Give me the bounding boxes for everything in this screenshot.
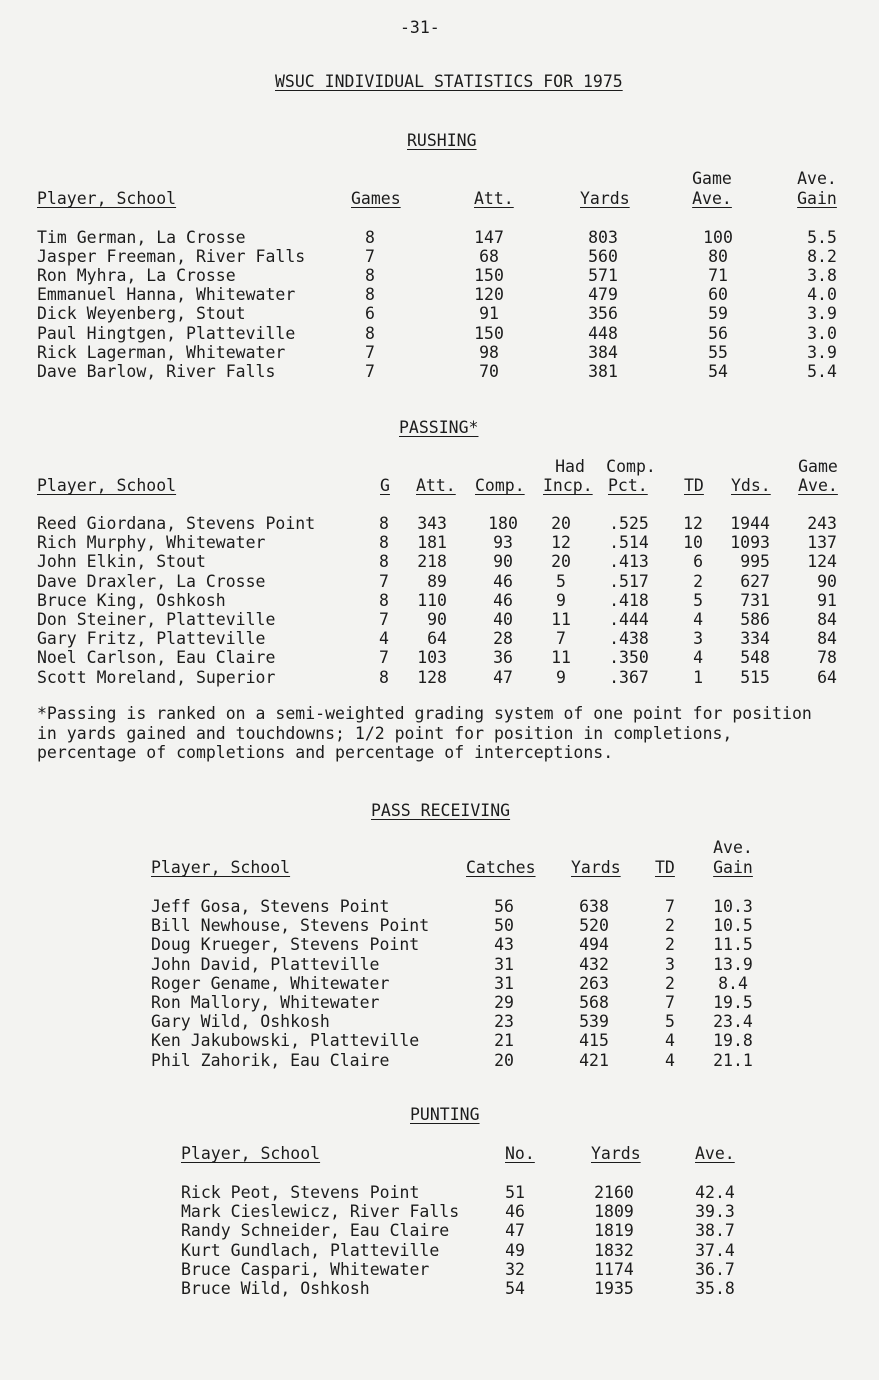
receiving-cell-catches: 31 [494,973,514,993]
receiving-cell-yards: 494 [579,935,609,955]
receiving-header-gain: Gain [713,858,753,877]
passing-cell-comp: 90 [493,552,513,572]
rushing-cell-att: 70 [479,361,499,381]
passing-cell-att: 181 [417,533,447,553]
passing-cell-pct: .418 [609,590,649,610]
passing-cell-player: Scott Moreland, Superior [37,667,276,687]
passing-cell-player: Noel Carlson, Eau Claire [37,648,276,668]
rushing-cell-yards: 381 [588,361,618,381]
punting-cell-ave: 38.7 [695,1221,735,1241]
passing-cell-td: 3 [693,629,703,649]
receiving-cell-gain: 19.5 [713,993,753,1012]
rushing-cell-player: Dave Barlow, River Falls [37,361,276,381]
receiving-header-td: TD [655,858,675,877]
receiving-cell-yards: 421 [579,1050,609,1070]
rushing-cell-games: 8 [365,285,375,305]
receiving-cell-td: 3 [665,954,675,974]
rushing-cell-ave_gain: 3.8 [807,266,837,286]
punting-header-yards: Yards [591,1144,641,1163]
receiving-cell-player: Phil Zahorik, Eau Claire [151,1050,390,1070]
receiving-heading: PASS RECEIVING [371,801,511,820]
receiving-cell-player: Bill Newhouse, Stevens Point [151,916,430,936]
rushing-cell-player: Paul Hingtgen, Platteville [37,323,296,343]
receiving-cell-gain: 8.4 [718,973,748,993]
rushing-header-ave-gain: Gain [797,189,837,208]
rushing-cell-games: 7 [365,361,375,381]
rushing-cell-player: Dick Weyenberg, Stout [37,304,246,324]
receiving-cell-catches: 50 [494,916,514,936]
rushing-cell-player: Rick Lagerman, Whitewater [37,342,286,362]
passing-cell-g: 7 [379,610,389,629]
rushing-cell-game_ave: 80 [708,247,728,267]
receiving-cell-td: 4 [665,1050,675,1070]
passing-header-att: Att. [416,476,456,495]
rushing-cell-player: Jasper Freeman, River Falls [37,247,306,267]
punting-cell-yards: 1809 [594,1202,634,1222]
rushing-cell-yards: 560 [588,247,618,267]
passing-cell-ave: 137 [807,533,837,553]
punting-cell-yards: 1174 [594,1259,634,1279]
rushing-cell-yards: 356 [588,304,618,324]
passing-cell-g: 7 [379,648,389,668]
rushing-cell-games: 7 [365,247,375,267]
passing-cell-g: 8 [379,533,389,553]
punting-cell-ave: 35.8 [695,1279,735,1298]
passing-cell-incp: 9 [556,667,566,687]
passing-cell-g: 8 [379,552,389,572]
passing-cell-pct: .350 [609,648,649,668]
receiving-cell-yards: 539 [579,1012,609,1032]
receiving-cell-player: Doug Krueger, Stevens Point [151,935,420,955]
passing-cell-incp: 20 [551,514,571,533]
rushing-header-ave-gain-top: Ave. [797,169,837,188]
punting-cell-player: Mark Cieslewicz, River Falls [181,1202,460,1222]
punting-cell-no: 46 [505,1202,525,1222]
rushing-cell-ave_gain: 5.5 [807,228,837,247]
passing-header-g: G [380,476,390,495]
receiving-cell-player: Gary Wild, Oshkosh [151,1012,330,1032]
receiving-cell-gain: 21.1 [713,1050,753,1070]
punting-cell-player: Kurt Gundlach, Platteville [181,1240,440,1260]
passing-cell-yds: 627 [740,571,770,591]
passing-header-game-ave: Ave. [798,476,838,495]
punting-header-player: Player, School [181,1144,321,1163]
passing-cell-yds: 515 [740,667,770,687]
passing-header-player: Player, School [37,476,177,495]
passing-cell-comp: 28 [493,629,513,649]
passing-header-pct-top: Comp. [606,457,656,476]
rushing-cell-games: 8 [365,266,375,286]
receiving-cell-player: John David, Platteville [151,954,380,974]
passing-cell-att: 89 [427,571,447,591]
passing-cell-player: Dave Draxler, La Crosse [37,571,266,591]
rushing-cell-player: Emmanuel Hanna, Whitewater [37,285,296,305]
punting-cell-no: 51 [505,1183,525,1202]
passing-cell-td: 12 [683,514,703,533]
page-number: -31- [400,18,440,37]
receiving-cell-td: 2 [665,973,675,993]
punting-cell-no: 54 [505,1279,525,1298]
rushing-cell-yards: 448 [588,323,618,343]
punting-cell-ave: 36.7 [695,1259,735,1279]
punting-header-no: No. [505,1144,535,1163]
passing-cell-yds: 1944 [730,514,770,533]
passing-cell-g: 4 [379,629,389,649]
rushing-heading: RUSHING [407,131,477,150]
passing-cell-player: Bruce King, Oshkosh [37,590,226,610]
receiving-cell-yards: 520 [579,916,609,936]
punting-cell-ave: 42.4 [695,1183,735,1202]
passing-cell-pct: .517 [609,571,649,591]
rushing-cell-game_ave: 55 [708,342,728,362]
rushing-cell-att: 147 [474,228,504,247]
receiving-header-player: Player, School [151,858,291,877]
rushing-cell-ave_gain: 8.2 [807,247,837,267]
receiving-cell-gain: 10.5 [713,916,753,936]
passing-cell-comp: 36 [493,648,513,668]
punting-header-ave: Ave. [695,1144,735,1163]
rushing-cell-ave_gain: 3.9 [807,304,837,324]
passing-cell-td: 5 [693,590,703,610]
receiving-header-catches: Catches [466,858,536,877]
passing-cell-player: Rich Murphy, Whitewater [37,533,266,553]
receiving-cell-td: 7 [665,897,675,916]
rushing-header-game-ave-top: Game [692,169,732,188]
rushing-cell-game_ave: 59 [708,304,728,324]
rushing-cell-ave_gain: 5.4 [807,361,837,381]
passing-cell-yds: 334 [740,629,770,649]
rushing-header-yards: Yards [580,189,630,208]
receiving-cell-catches: 20 [494,1050,514,1070]
passing-cell-comp: 47 [493,667,513,687]
rushing-cell-ave_gain: 4.0 [807,285,837,305]
rushing-cell-ave_gain: 3.9 [807,342,837,362]
passing-cell-incp: 20 [551,552,571,572]
passing-cell-ave: 90 [817,571,837,591]
passing-cell-td: 4 [693,648,703,668]
rushing-cell-att: 150 [474,323,504,343]
rushing-cell-game_ave: 54 [708,361,728,381]
passing-cell-td: 1 [693,667,703,687]
passing-cell-player: Gary Fritz, Platteville [37,629,266,649]
passing-cell-g: 7 [379,571,389,591]
passing-cell-ave: 78 [817,648,837,668]
passing-cell-att: 128 [417,667,447,687]
rushing-header-player: Player, School [37,189,177,208]
passing-cell-ave: 243 [807,514,837,533]
passing-cell-comp: 46 [493,571,513,591]
rushing-cell-yards: 803 [588,228,618,247]
rushing-cell-ave_gain: 3.0 [807,323,837,343]
passing-header-incp: Incp. [543,476,593,495]
passing-cell-ave: 84 [817,629,837,649]
punting-cell-yards: 1819 [594,1221,634,1241]
passing-cell-att: 64 [427,629,447,649]
receiving-cell-td: 4 [665,1031,675,1051]
punting-heading: PUNTING [410,1105,480,1124]
receiving-cell-catches: 21 [494,1031,514,1051]
passing-cell-td: 2 [693,571,703,591]
passing-cell-att: 103 [417,648,447,668]
passing-cell-comp: 93 [493,533,513,553]
punting-cell-no: 32 [505,1259,525,1279]
passing-cell-incp: 5 [556,571,566,591]
receiving-cell-player: Ken Jakubowski, Platteville [151,1031,420,1051]
receiving-cell-gain: 19.8 [713,1031,753,1051]
passing-cell-incp: 7 [556,629,566,649]
rushing-cell-att: 98 [479,342,499,362]
passing-cell-yds: 731 [740,590,770,610]
passing-cell-incp: 11 [551,648,571,668]
receiving-header-gain-top: Ave. [713,838,753,857]
receiving-cell-td: 2 [665,916,675,936]
receiving-cell-player: Ron Mallory, Whitewater [151,993,380,1012]
passing-cell-pct: .444 [609,610,649,629]
punting-cell-yards: 1832 [594,1240,634,1260]
passing-header-yds: Yds. [731,476,771,495]
passing-cell-g: 8 [379,514,389,533]
receiving-cell-gain: 13.9 [713,954,753,974]
rushing-cell-att: 68 [479,247,499,267]
rushing-cell-games: 7 [365,342,375,362]
rushing-cell-game_ave: 71 [708,266,728,286]
punting-cell-no: 47 [505,1221,525,1241]
passing-header-game-top: Game [798,457,838,476]
passing-cell-pct: .525 [609,514,649,533]
receiving-cell-catches: 23 [494,1012,514,1032]
receiving-cell-catches: 43 [494,935,514,955]
passing-cell-comp: 180 [488,514,518,533]
rushing-cell-game_ave: 60 [708,285,728,305]
rushing-header-att: Att. [474,189,514,208]
receiving-cell-gain: 23.4 [713,1012,753,1032]
passing-cell-td: 4 [693,610,703,629]
passing-cell-incp: 9 [556,590,566,610]
passing-cell-yds: 1093 [730,533,770,553]
rushing-cell-att: 150 [474,266,504,286]
receiving-cell-td: 5 [665,1012,675,1032]
passing-cell-ave: 91 [817,590,837,610]
rushing-cell-game_ave: 100 [703,228,733,247]
rushing-cell-game_ave: 56 [708,323,728,343]
receiving-cell-yards: 638 [579,897,609,916]
passing-cell-comp: 46 [493,590,513,610]
receiving-cell-player: Roger Gename, Whitewater [151,973,390,993]
passing-heading: PASSING* [399,418,479,437]
receiving-cell-gain: 10.3 [713,897,753,916]
receiving-cell-yards: 263 [579,973,609,993]
receiving-cell-player: Jeff Gosa, Stevens Point [151,897,390,916]
passing-cell-incp: 12 [551,533,571,553]
passing-cell-pct: .413 [609,552,649,572]
passing-cell-yds: 995 [740,552,770,572]
passing-footnote: *Passing is ranked on a semi-weighted grading system of one point for position in yards gained and touchdowns; 1/2 point for position in completions, percentage of completions and percentage of interceptions. [37,704,812,762]
receiving-header-yards: Yards [571,858,621,877]
punting-cell-no: 49 [505,1240,525,1260]
rushing-cell-yards: 384 [588,342,618,362]
passing-cell-player: Reed Giordana, Stevens Point [37,514,316,533]
rushing-cell-player: Ron Myhra, La Crosse [37,266,236,286]
rushing-cell-player: Tim German, La Crosse [37,228,246,247]
receiving-cell-yards: 568 [579,993,609,1012]
receiving-cell-catches: 31 [494,954,514,974]
passing-cell-yds: 586 [740,610,770,629]
passing-cell-td: 10 [683,533,703,553]
passing-cell-yds: 548 [740,648,770,668]
passing-cell-comp: 40 [493,610,513,629]
passing-cell-ave: 64 [817,667,837,687]
punting-cell-player: Rick Peot, Stevens Point [181,1183,420,1202]
punting-cell-player: Bruce Wild, Oshkosh [181,1279,370,1298]
rushing-cell-att: 120 [474,285,504,305]
punting-cell-ave: 39.3 [695,1202,735,1222]
receiving-cell-yards: 432 [579,954,609,974]
passing-cell-att: 90 [427,610,447,629]
rushing-header-game-ave: Ave. [692,189,732,208]
punting-cell-player: Bruce Caspari, Whitewater [181,1259,430,1279]
passing-header-td: TD [684,476,704,495]
passing-cell-td: 6 [693,552,703,572]
passing-header-pct: Pct. [608,476,648,495]
rushing-cell-yards: 479 [588,285,618,305]
page-title: WSUC INDIVIDUAL STATISTICS FOR 1975 [275,72,623,91]
rushing-header-games: Games [351,189,401,208]
rushing-cell-games: 6 [365,304,375,324]
passing-cell-pct: .514 [609,533,649,553]
passing-cell-incp: 11 [551,610,571,629]
punting-cell-yards: 1935 [594,1279,634,1298]
passing-cell-g: 8 [379,667,389,687]
passing-cell-att: 110 [417,590,447,610]
passing-cell-ave: 124 [807,552,837,572]
rushing-cell-games: 8 [365,323,375,343]
rushing-cell-games: 8 [365,228,375,247]
rushing-cell-yards: 571 [588,266,618,286]
passing-cell-pct: .438 [609,629,649,649]
passing-header-had-top: Had [555,457,585,476]
punting-cell-player: Randy Schneider, Eau Claire [181,1221,450,1241]
passing-cell-g: 8 [379,590,389,610]
passing-cell-player: John Elkin, Stout [37,552,206,572]
passing-header-comp: Comp. [475,476,525,495]
punting-cell-yards: 2160 [594,1183,634,1202]
receiving-cell-yards: 415 [579,1031,609,1051]
passing-cell-player: Don Steiner, Platteville [37,610,276,629]
passing-cell-ave: 84 [817,610,837,629]
receiving-cell-td: 7 [665,993,675,1012]
punting-cell-ave: 37.4 [695,1240,735,1260]
receiving-cell-catches: 29 [494,993,514,1012]
rushing-cell-att: 91 [479,304,499,324]
passing-cell-pct: .367 [609,667,649,687]
passing-cell-att: 218 [417,552,447,572]
receiving-cell-catches: 56 [494,897,514,916]
receiving-cell-td: 2 [665,935,675,955]
receiving-cell-gain: 11.5 [713,935,753,955]
passing-cell-att: 343 [417,514,447,533]
